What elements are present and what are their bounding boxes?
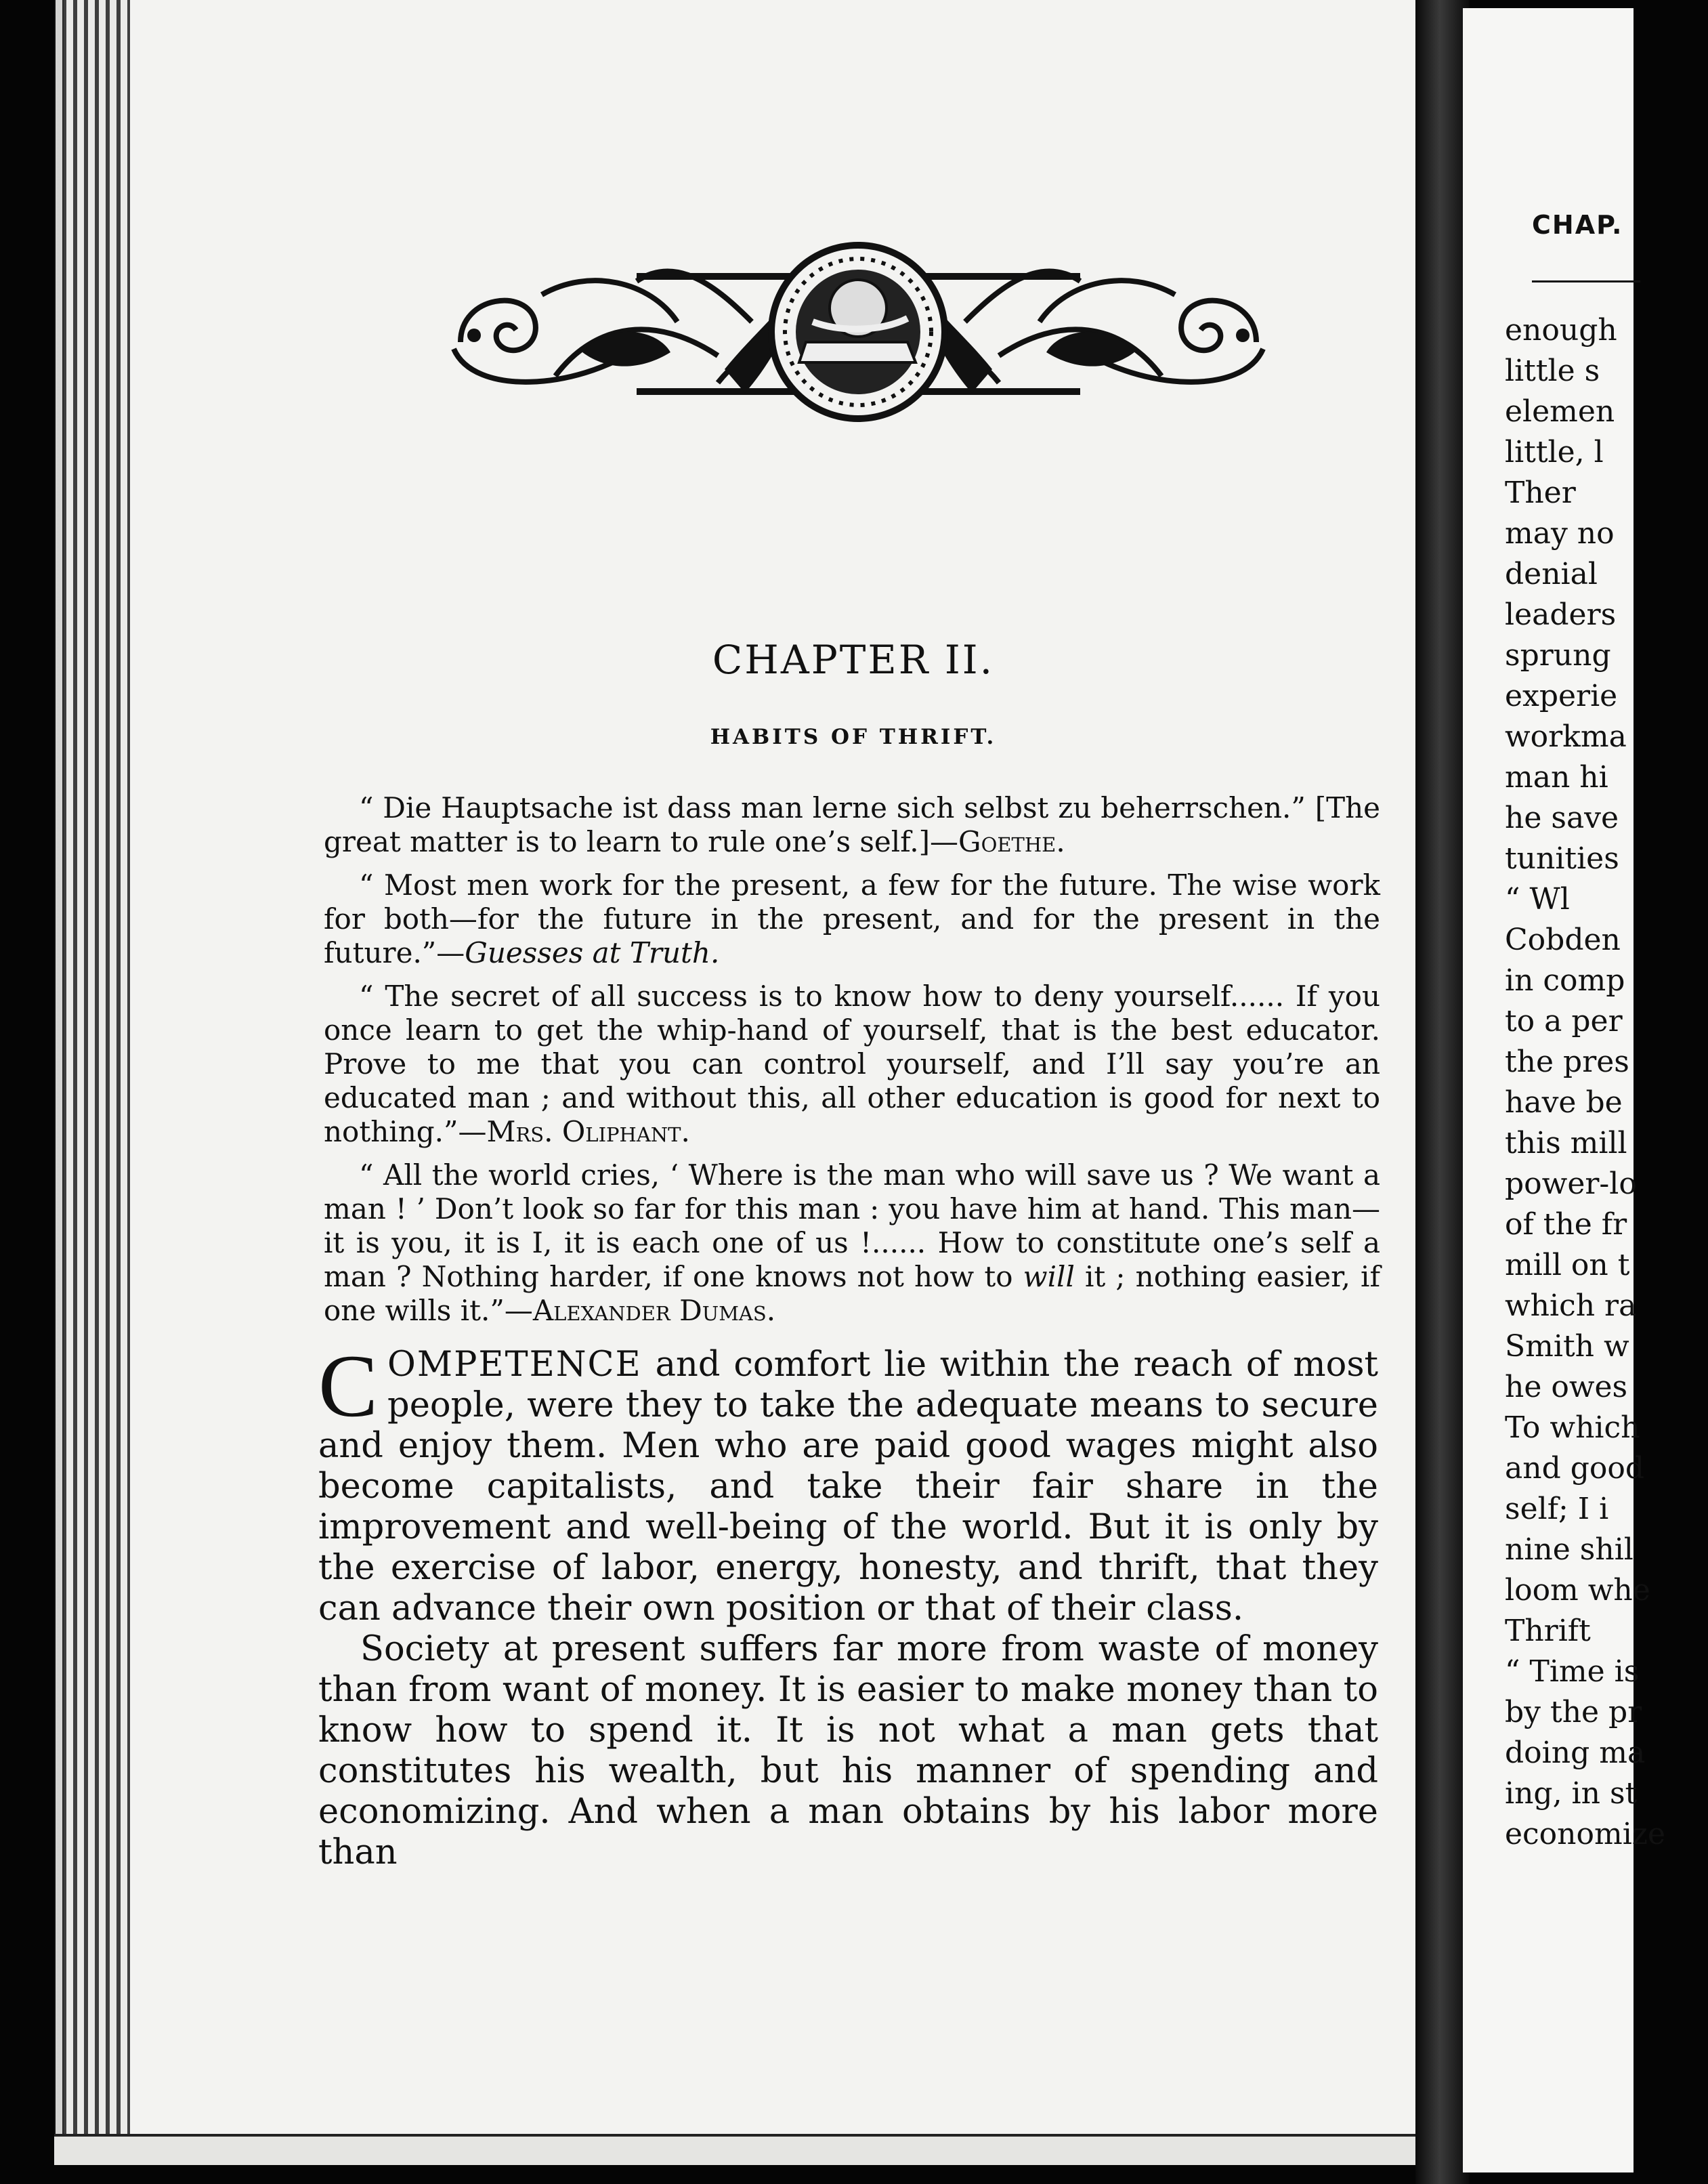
- right-page-line: and good: [1505, 1451, 1645, 1486]
- epigraph-oliphant: [324, 980, 1380, 1149]
- right-page-line: little, l: [1505, 435, 1604, 469]
- right-page-line: which ra: [1505, 1288, 1637, 1323]
- chapter-subtitle: HABITS OF THRIFT.: [710, 725, 997, 749]
- right-page-line: have be: [1505, 1085, 1623, 1120]
- right-page-line: leaders: [1505, 597, 1617, 632]
- right-page-line: in comp: [1505, 963, 1625, 998]
- page-edge-stack: [56, 0, 130, 2162]
- right-page-line: to a per: [1505, 1004, 1623, 1038]
- epigraph-goethe: [324, 791, 1380, 859]
- right-page-line: workma: [1505, 719, 1627, 754]
- epigraph-text: “ The secret of all success is to know how to deny yourself...... If you once learn to get the whip-hand of yourself, that is the best educator. Prove to me that you can control yourself, and I’ll say you’re an educated man ; and without this, all other education is good for next to nothing.”—: [324, 980, 1380, 1148]
- right-page-line: nine shil: [1505, 1532, 1634, 1567]
- right-page-line: this mill: [1505, 1126, 1627, 1160]
- right-page-line: Thrift: [1505, 1614, 1591, 1648]
- epigraph-source: Guesses at Truth.: [465, 936, 720, 969]
- epigraph-block: [324, 791, 1380, 1337]
- right-page-line: the pres: [1505, 1045, 1629, 1079]
- right-page-line: doing ma: [1505, 1736, 1646, 1770]
- running-head: CHAP.: [1532, 210, 1623, 240]
- right-page-line: of the fr: [1505, 1207, 1627, 1242]
- right-page-line: power-lo: [1505, 1167, 1637, 1201]
- epigraph-emphasis: will: [1023, 1260, 1075, 1293]
- right-page-line: he save: [1505, 801, 1619, 835]
- epigraph-text: it ; nothing easier, if one wills it.”—: [324, 1260, 1380, 1327]
- epigraph-attribution: Alexander Dumas.: [532, 1294, 776, 1327]
- epigraph-text: “ Most men work for the present, a few for the future. The wise work for both—for the future in the present, and for the present in the future.”—: [324, 868, 1380, 969]
- paragraph: Society at present suffers far more from waste of money than from want of money. It is easier to make money than to know how to spend it. It is not what a man gets that constitutes his wealth, but his manner of spending and economizing. And when a man obtains by his labor more than: [318, 1629, 1378, 1872]
- right-page-line: enough: [1505, 313, 1617, 348]
- epigraph-text: “ Die Hauptsache ist dass man lerne sich selbst zu beherrschen.” [The great matter is to learn to rule one’s self.]—: [324, 791, 1380, 858]
- right-page-line: To which: [1505, 1410, 1640, 1445]
- right-page-line: “ Time is: [1505, 1654, 1640, 1689]
- epigraph-text: “ All the world cries, ‘ Where is the man who will save us ? We want a man ! ’ Don’t look so far for this man : you have him at hand. This man—it is you, it is I, it is each one of us !...... How to constitute one’s self a man ? Nothing harder, if one knows not how to: [324, 1158, 1380, 1293]
- paragraph-text: and comfort lie within the reach of most people, were they to take the adequate means to secure and enjoy them. Men who are paid good wages might also become capitalists, and take their fair share in the improvement and well-being of the world. But it is only by the exercise of labor, energy, honesty, and thrift, that they can advance their own position or that of their class.: [318, 1345, 1378, 1629]
- right-page-line: by the pr: [1505, 1695, 1642, 1729]
- right-page-line: mill on t: [1505, 1248, 1630, 1282]
- right-page-line: economize: [1505, 1817, 1666, 1851]
- right-page-line: Cobden: [1505, 923, 1621, 957]
- running-head-rule: [1532, 280, 1640, 282]
- right-page-line: Smith w: [1505, 1329, 1629, 1364]
- right-page-line: denial: [1505, 557, 1598, 591]
- chapter-ornament-icon: [433, 240, 1283, 423]
- epigraph-dumas: [324, 1158, 1380, 1328]
- epigraph-attribution: Goethe.: [958, 825, 1065, 858]
- right-page-line: Ther: [1505, 476, 1576, 510]
- drop-cap: C: [318, 1336, 379, 1435]
- right-page-line: tunities: [1505, 841, 1619, 876]
- paragraph-caps: OMPETENCE: [387, 1345, 642, 1385]
- right-page-line: “ Wl: [1505, 882, 1570, 917]
- right-page-line: experie: [1505, 679, 1618, 713]
- right-page-line: little s: [1505, 354, 1600, 388]
- right-page-line: he owes: [1505, 1370, 1628, 1404]
- right-page-line: elemen: [1505, 394, 1615, 429]
- epigraph-attribution: Mrs. Oliphant.: [486, 1115, 690, 1148]
- body-text: [318, 1336, 1378, 1873]
- left-page-bottom-edge: [54, 2134, 1429, 2165]
- chapter-title: CHAPTER II.: [712, 637, 995, 683]
- book-gutter: [1415, 0, 1470, 2184]
- epigraph-guesses: [324, 868, 1380, 970]
- right-page-line: may no: [1505, 516, 1615, 551]
- paragraph: [318, 1336, 1378, 1629]
- right-page-line: sprung: [1505, 638, 1611, 673]
- right-page-line: ing, in st: [1505, 1776, 1638, 1811]
- right-page-line: loom whe: [1505, 1573, 1650, 1608]
- right-page-line: man hi: [1505, 760, 1608, 795]
- right-page-text: [1505, 310, 1708, 1855]
- right-page-line: self; I i: [1505, 1492, 1609, 1526]
